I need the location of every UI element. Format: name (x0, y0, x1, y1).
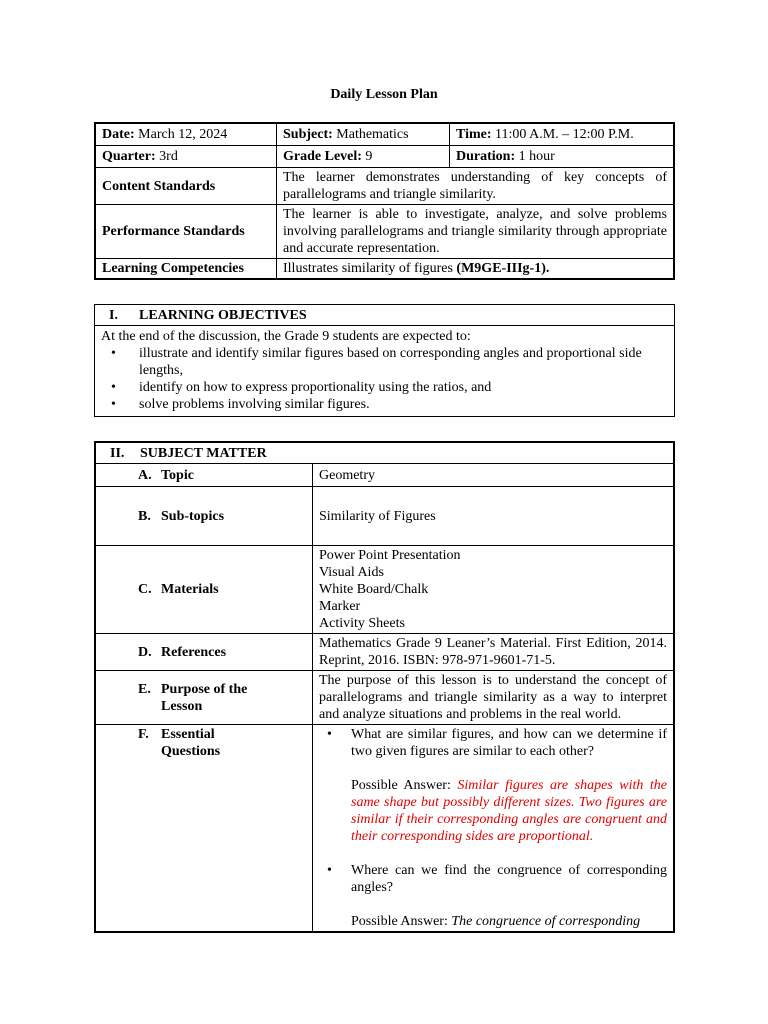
time-cell: Time: 11:00 A.M. – 12:00 P.M. (450, 123, 675, 146)
question-item: • What are similar figures, and how can we determine if two given figures are similar to each other? (327, 727, 667, 759)
objectives-heading: I. LEARNING OBJECTIVES (95, 305, 675, 326)
performance-standards-value: The learner is able to investigate, analyze, and solve problems involving parallelograms and triangle similarity through appropriate and accurate representation. (277, 205, 675, 259)
subject-matter-table (94, 441, 675, 933)
purpose-value: The purpose of this lesson is to understand the concept of parallelograms and triangle similarity as a way to interpret and analyze situations and problems in the real world. (313, 671, 675, 725)
objective-item: • identify on how to express proportionality using the ratios, and (111, 380, 492, 395)
question-item: • Where can we find the congruence of corresponding angles? (327, 863, 667, 895)
subject-cell: Subject: Mathematics (277, 123, 450, 146)
content-standards-value: The learner demonstrates understanding of key concepts of parallelograms and triangle similarity. (277, 168, 675, 205)
objectives-intro: At the end of the discussion, the Grade 9 students are expected to: (101, 329, 471, 344)
references-value: Mathematics Grade 9 Leaner’s Material. First Edition, 2014. Reprint, 2016. ISBN: 978-971-9601-71-5. (313, 634, 675, 671)
subtopics-value: Similarity of Figures (313, 487, 675, 546)
document-title: Daily Lesson Plan (330, 87, 438, 102)
content-standards-label: Content Standards (95, 168, 277, 205)
materials-value (313, 546, 675, 634)
objective-item: • illustrate and identify similar figures based on corresponding angles and proportional side lengths, (111, 346, 642, 378)
learning-competencies-label: Learning Competencies (95, 259, 277, 280)
material-item: Power Point Presentation (319, 548, 461, 563)
performance-standards-label: Performance Standards (95, 205, 277, 259)
objective-item: • solve problems involving similar figures. (111, 397, 370, 412)
material-item: Activity Sheets (319, 616, 405, 631)
bullet-icon: • (327, 727, 332, 742)
bullet-icon: • (327, 863, 332, 878)
bullet-icon: • (111, 380, 116, 395)
learning-objectives-table (94, 304, 675, 417)
grade-level-cell: Grade Level: 9 (277, 146, 450, 168)
duration-cell: Duration: 1 hour (450, 146, 675, 168)
subtopics-label: B. Sub-topics (95, 487, 313, 546)
topic-value: Geometry (313, 464, 675, 487)
lesson-header-table (94, 122, 675, 280)
topic-label: A. Topic (95, 464, 313, 487)
material-item: White Board/Chalk (319, 582, 429, 597)
subject-matter-heading: II. SUBJECT MATTER (95, 442, 674, 464)
references-label: D. References (95, 634, 313, 671)
quarter-cell: Quarter: 3rd (95, 146, 277, 168)
bullet-icon: • (111, 397, 116, 412)
possible-answer: Possible Answer: The congruence of corresponding (351, 914, 641, 929)
learning-competencies-value: Illustrates similarity of figures (M9GE-IIIg-1). (277, 259, 675, 280)
bullet-icon: • (111, 346, 116, 361)
material-item: Marker (319, 599, 361, 614)
material-item: Visual Aids (319, 565, 384, 580)
essential-questions-value (313, 725, 675, 933)
date-cell: Date: March 12, 2024 (95, 123, 277, 146)
possible-answer: Possible Answer: Similar figures are shapes with the same shape but possibly different sizes. Two figures are similar if their corresponding angles are congruent and their corresponding sides are proportional. (351, 778, 668, 844)
purpose-label: E. Purpose of the Lesson (95, 671, 313, 725)
essential-questions-label: F. Essential Questions (95, 725, 313, 933)
materials-label: C. Materials (95, 546, 313, 634)
objectives-body (95, 326, 675, 417)
